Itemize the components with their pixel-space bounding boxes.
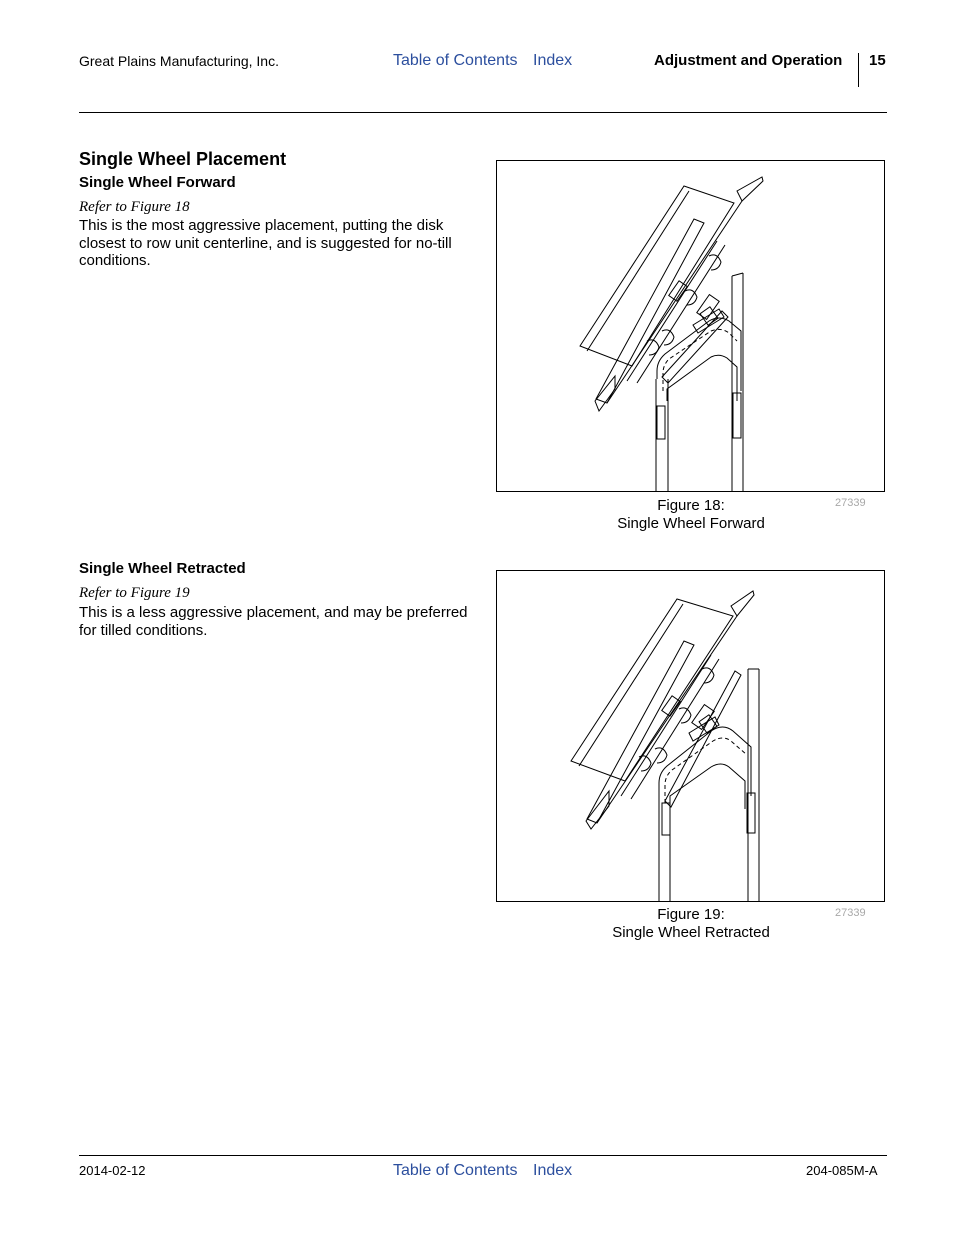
page-number: 15 <box>869 52 886 69</box>
header-index-link[interactable]: Index <box>533 52 573 69</box>
figure-18-caption <box>496 497 886 533</box>
section-title: Adjustment and Operation <box>654 52 843 69</box>
retracted-heading: Single Wheel Retracted <box>79 560 246 577</box>
figure-19-caption <box>496 906 886 942</box>
header-divider <box>858 53 859 87</box>
figure-18-frame <box>496 160 885 492</box>
footer-toc-link[interactable]: Table of Contents <box>393 1162 518 1179</box>
footer-date: 2014-02-12 <box>79 1163 146 1178</box>
retracted-figure-ref: Refer to Figure 19 <box>79 585 190 601</box>
figure-19-frame <box>496 570 885 902</box>
header-toc-link[interactable]: Table of Contents <box>393 52 518 69</box>
figure-19-label: Figure 19: <box>657 906 725 923</box>
figure-18-drawing <box>497 161 884 491</box>
forward-body: This is the most aggressive placement, putting the disk closest to row unit centerline, and is suggested for no-till conditions. <box>79 217 452 269</box>
figure-18-title: Single Wheel Forward <box>617 515 765 532</box>
retracted-body: This is a less aggressive placement, and may be preferred for tilled conditions. <box>79 604 468 639</box>
figure-18-part-number: 27339 <box>835 497 866 509</box>
footer-rule <box>79 1155 887 1156</box>
forward-heading: Single Wheel Forward <box>79 174 236 191</box>
page-title: Single Wheel Placement <box>79 149 287 169</box>
figure-19-drawing <box>497 571 884 901</box>
figure-19-title: Single Wheel Retracted <box>612 924 770 941</box>
footer-index-link[interactable]: Index <box>533 1162 573 1179</box>
figure-18-label: Figure 18: <box>657 497 725 514</box>
forward-figure-ref: Refer to Figure 18 <box>79 199 190 215</box>
company-name: Great Plains Manufacturing, Inc. <box>79 53 279 69</box>
figure-19-part-number: 27339 <box>835 907 866 919</box>
footer-doc-id: 204-085M-A <box>806 1163 878 1178</box>
header-rule <box>79 112 887 113</box>
